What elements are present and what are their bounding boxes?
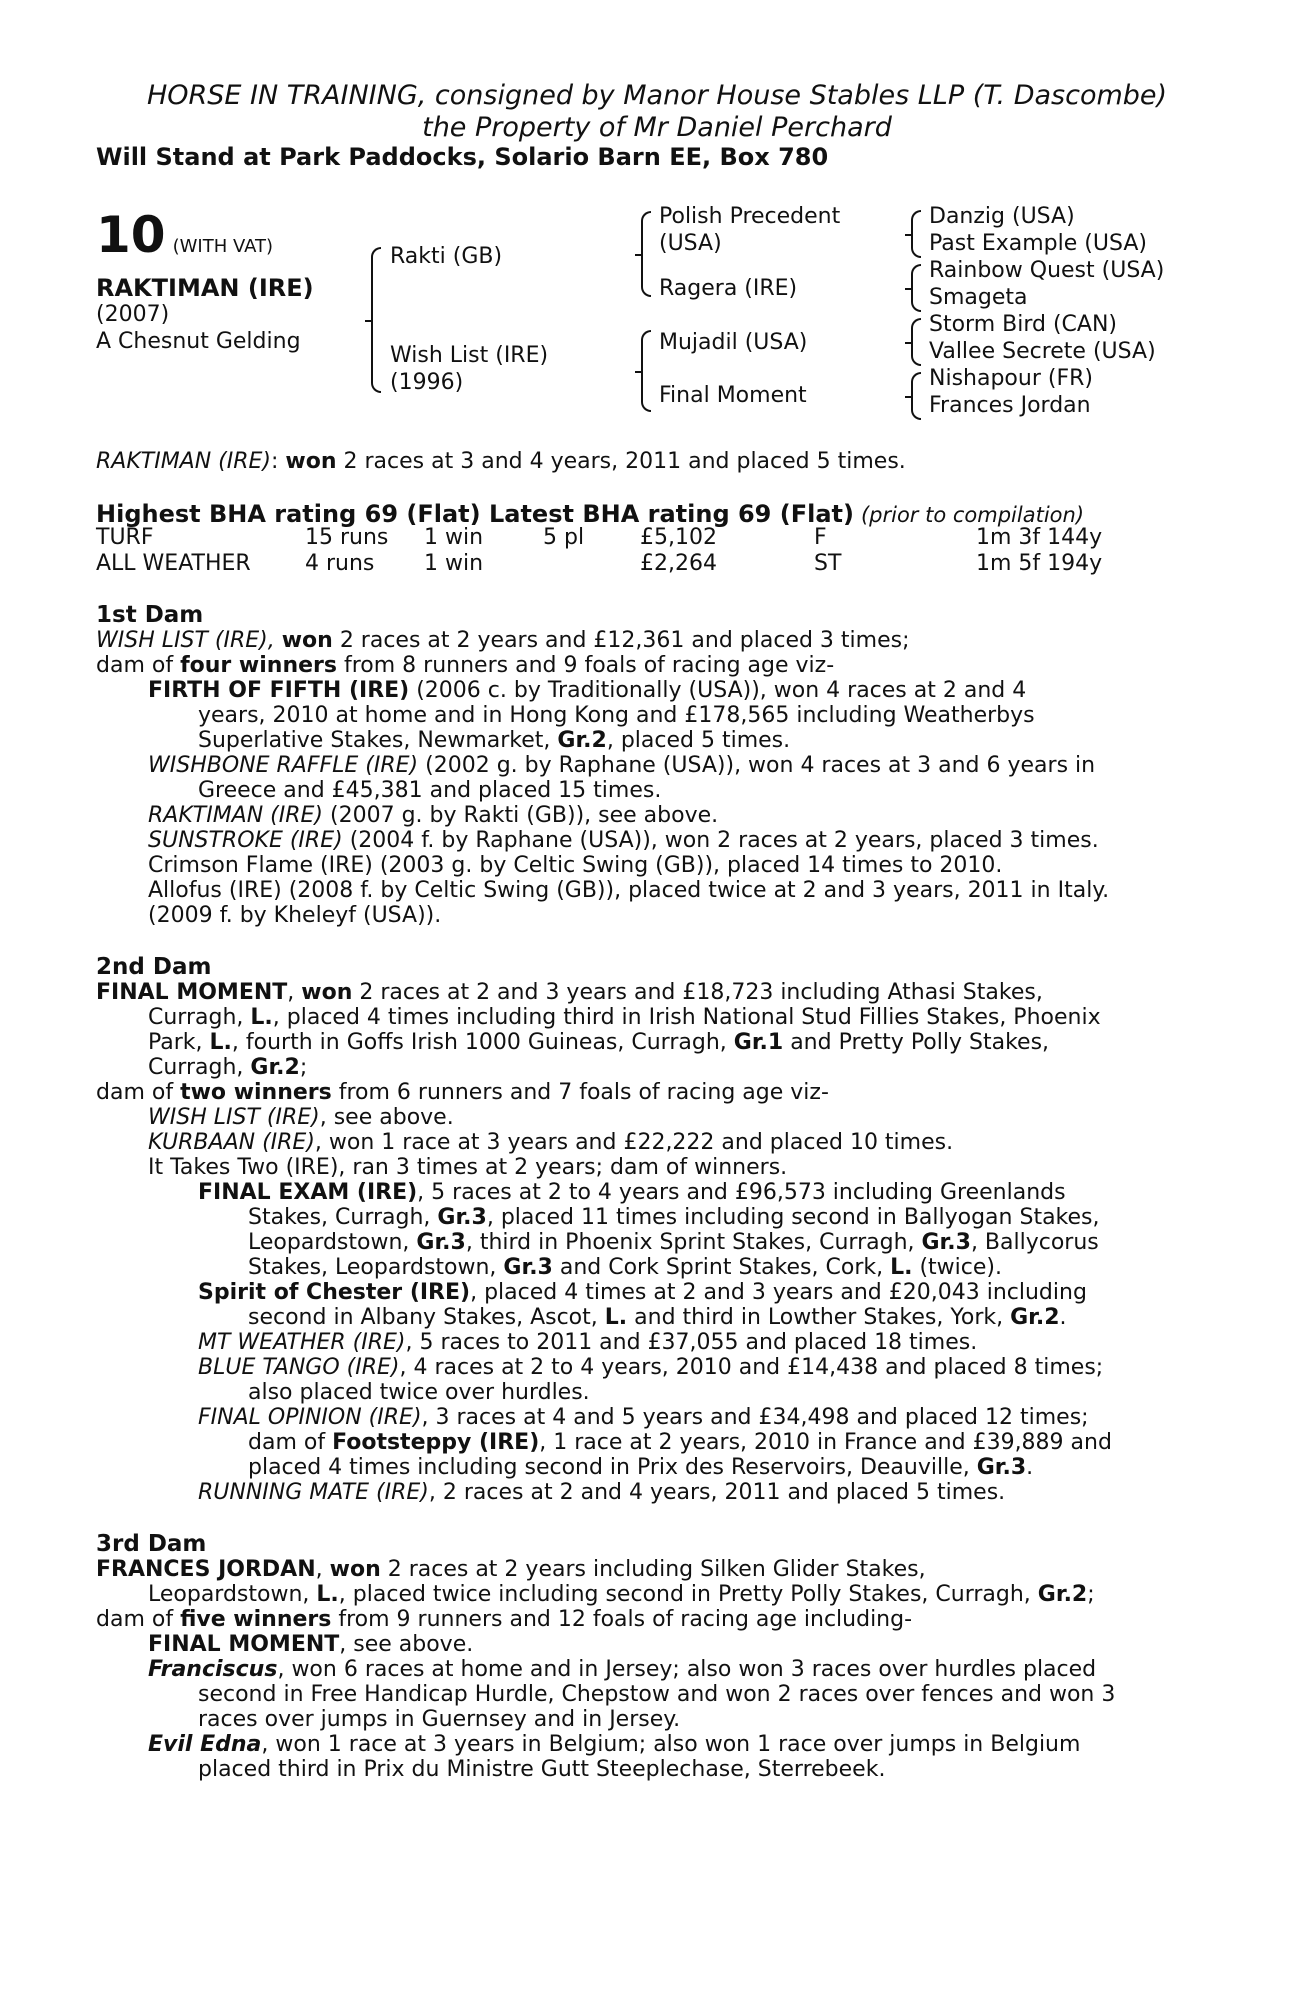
ancestor-g3: Frances Jordan — [929, 393, 1091, 418]
grandsire-1-country: (USA) — [659, 231, 722, 256]
progeny-final-moment: FINAL MOMENT, see above. — [148, 1632, 474, 1657]
progeny-line: Leopardstown, Gr.3, third in Phoenix Sprint Stakes, Curragh, Gr.3, Ballycorus — [248, 1230, 1099, 1255]
summary-won: won — [285, 449, 337, 474]
second-dam-heading: 2nd Dam — [96, 954, 212, 980]
progeny-line: placed third in Prix du Ministre Gutt Steeplechase, Sterrebeek. — [198, 1757, 886, 1782]
progeny-sunstroke: SUNSTROKE (IRE) (2004 f. by Raphane (USA)), won 2 races at 2 years, placed 3 times. — [148, 828, 1099, 853]
ancestor-g3: Rainbow Quest (USA) — [929, 258, 1165, 283]
record-aw-prize: £2,264 — [640, 551, 717, 576]
progeny-line: Stakes, Curragh, Gr.3, placed 11 times including second in Ballyogan Stakes, — [248, 1205, 1100, 1230]
progeny-evil-edna: Evil Edna, won 1 race at 3 years in Belgium; also won 1 race over jumps in Belgium — [148, 1732, 1081, 1757]
horse-description: A Chesnut Gelding — [96, 329, 301, 354]
progeny-line: dam of Footsteppy (IRE), 1 race at 2 years, 2010 in France and £39,889 and — [248, 1430, 1112, 1455]
record-aw-wins: 1 win — [424, 551, 484, 576]
progeny-line: Greece and £45,381 and placed 15 times. — [198, 778, 662, 803]
progeny-2009-filly: (2009 f. by Kheleyf (USA)). — [148, 903, 442, 928]
granddam-2: Final Moment — [659, 383, 807, 408]
record-aw-distance: 1m 5f 194y — [976, 551, 1103, 576]
record-aw-going: ST — [814, 551, 842, 576]
rating-line — [96, 500, 1084, 528]
third-dam-produce: dam of five winners from 9 runners and 12 foals of racing age including- — [96, 1607, 913, 1632]
progeny-firth-of-fifth: FIRTH OF FIFTH (IRE) (2006 c. by Traditionally (USA)), won 4 races at 2 and 4 — [148, 678, 1027, 703]
record-turf-surface: TURF — [96, 525, 154, 550]
dam-name: Wish List (IRE) — [390, 343, 549, 368]
header-location: Will Stand at Park Paddocks, Solario Barn EE, Box 780 — [96, 143, 829, 171]
third-dam-heading: 3rd Dam — [96, 1531, 207, 1557]
g3-brace-2 — [911, 264, 921, 312]
progeny-allofus: Allofus (IRE) (2008 f. by Celtic Swing (GB)), placed twice at 2 and 3 years, 2011 in Italy. — [148, 878, 1110, 903]
record-turf-going: F — [814, 525, 827, 550]
progeny-line: years, 2010 at home and in Hong Kong and £178,565 including Weatherbys — [198, 703, 1035, 728]
progeny-line: Superlative Stakes, Newmarket, Gr.2, placed 5 times. — [198, 728, 791, 753]
record-aw-runs: 4 runs — [305, 551, 375, 576]
progeny-wishbone-raffle: WISHBONE RAFFLE (IRE) (2002 g. by Raphane (USA)), won 4 races at 3 and 6 years in — [148, 753, 1096, 778]
progeny-crimson-flame: Crimson Flame (IRE) (2003 g. by Celtic Swing (GB)), placed 14 times to 2010. — [148, 853, 1003, 878]
second-dam-line: FINAL MOMENT, won 2 races at 2 and 3 years and £18,723 including Athasi Stakes, — [96, 980, 1043, 1005]
granddam-1: Ragera (IRE) — [659, 276, 798, 301]
grandprogeny-final-opinion: FINAL OPINION (IRE), 3 races at 4 and 5 years and £34,498 and placed 12 times; — [198, 1405, 1089, 1430]
record-turf-prize: £5,102 — [640, 525, 717, 550]
vat-note: (WITH VAT) — [172, 236, 274, 257]
grandsire-2: Mujadil (USA) — [659, 330, 808, 355]
first-dam-heading: 1st Dam — [96, 602, 204, 628]
record-turf-runs: 15 runs — [305, 525, 389, 550]
record-turf-distance: 1m 3f 144y — [976, 525, 1103, 550]
progeny-raktiman: RAKTIMAN (IRE) (2007 g. by Rakti (GB)), see above. — [148, 803, 719, 828]
race-summary: RAKTIMAN (IRE): won 2 races at 3 and 4 years, 2011 and placed 5 times. — [96, 449, 906, 474]
second-dam-line: Curragh, Gr.2; — [148, 1055, 308, 1080]
g3-brace-1 — [911, 210, 921, 258]
grandprogeny-mt-weather: MT WEATHER (IRE), 5 races to 2011 and £37,055 and placed 18 times. — [198, 1330, 978, 1355]
ancestor-g3: Storm Bird (CAN) — [929, 312, 1117, 337]
rating-note: (prior to compilation) — [860, 503, 1085, 527]
horse-year: (2007) — [96, 302, 170, 327]
ancestor-g3: Vallee Secrete (USA) — [929, 339, 1156, 364]
progeny-line: Stakes, Leopardstown, Gr.3 and Cork Sprint Stakes, Cork, L. (twice). — [248, 1255, 1002, 1280]
progeny-kurbaan: KURBAAN (IRE), won 1 race at 3 years and £22,222 and placed 10 times. — [148, 1130, 954, 1155]
second-dam-line: Curragh, L., placed 4 times including third in Irish National Stud Fillies Stakes, Phoenix — [148, 1005, 1101, 1030]
g3-brace-3 — [911, 318, 921, 366]
ancestor-g3: Past Example (USA) — [929, 231, 1147, 256]
progeny-line: second in Free Handicap Hurdle, Chepstow and won 2 races over fences and won 3 — [198, 1682, 1116, 1707]
sire-name: Rakti (GB) — [390, 244, 503, 269]
progeny-line: placed 4 times including second in Prix des Reservoirs, Deauville, Gr.3. — [248, 1455, 1034, 1480]
lot-number: 10 — [96, 206, 166, 264]
ancestor-g3: Danzig (USA) — [929, 204, 1075, 229]
second-dam-produce: dam of two winners from 6 runners and 7 foals of racing age viz- — [96, 1080, 829, 1105]
sire-line-brace — [641, 211, 651, 297]
dam-line-brace — [641, 330, 651, 412]
first-dam-line: WISH LIST (IRE), won 2 races at 2 years and £12,361 and placed 3 times; — [96, 628, 910, 653]
horse-name: RAKTIMAN (IRE) — [96, 274, 314, 302]
grandprogeny-running-mate: RUNNING MATE (IRE), 2 races at 2 and 4 years, 2011 and placed 5 times. — [198, 1480, 1006, 1505]
progeny-line: also placed twice over hurdles. — [248, 1380, 590, 1405]
first-dam-produce: dam of four winners from 8 runners and 9 foals of racing age viz- — [96, 653, 835, 678]
ancestor-g3: Nishapour (FR) — [929, 366, 1093, 391]
summary-name: RAKTIMAN (IRE) — [96, 449, 272, 474]
grandprogeny-final-exam: FINAL EXAM (IRE), 5 races at 2 to 4 years and £96,573 including Greenlands — [198, 1180, 1066, 1205]
g3-brace-4 — [911, 372, 921, 420]
dam-year: (1996) — [390, 370, 464, 395]
progeny-it-takes-two: It Takes Two (IRE), ran 3 times at 2 years; dam of winners. — [148, 1155, 788, 1180]
grandprogeny-blue-tango: BLUE TANGO (IRE), 4 races at 2 to 4 years, 2010 and £14,438 and placed 8 times; — [198, 1355, 1104, 1380]
lot-block — [96, 206, 273, 264]
grandprogeny-spirit-of-chester: Spirit of Chester (IRE), placed 4 times at 2 and 3 years and £20,043 including — [198, 1280, 1087, 1305]
progeny-line: races over jumps in Guernsey and in Jersey. — [198, 1707, 681, 1732]
progeny-franciscus: Franciscus, won 6 races at home and in Jersey; also won 3 races over hurdles placed — [148, 1657, 1097, 1682]
progeny-line: second in Albany Stakes, Ascot, L. and third in Lowther Stakes, York, Gr.2. — [248, 1305, 1067, 1330]
rating-text: Highest BHA rating 69 (Flat) Latest BHA rating 69 (Flat) — [96, 500, 854, 528]
grandsire-1: Polish Precedent — [659, 204, 841, 229]
summary-text: 2 races at 3 and 4 years, 2011 and placed 5 times. — [336, 449, 906, 474]
record-turf-wins: 1 win — [424, 525, 484, 550]
ancestor-g3: Smageta — [929, 285, 1028, 310]
record-turf-placed: 5 pl — [543, 525, 585, 550]
third-dam-line: Leopardstown, L., placed twice including second in Pretty Polly Stakes, Curragh, Gr.2; — [148, 1582, 1095, 1607]
header-title: HORSE IN TRAINING, consigned by Manor House Stables LLP (T. Dascombe) — [146, 80, 1168, 111]
header-owner: the Property of Mr Daniel Perchard — [422, 112, 892, 143]
third-dam-line: FRANCES JORDAN, won 2 races at 2 years including Silken Glider Stakes, — [96, 1557, 926, 1582]
record-aw-surface: ALL WEATHER — [96, 551, 251, 576]
sire-dam-brace — [371, 247, 381, 393]
second-dam-line: Park, L., fourth in Goffs Irish 1000 Guineas, Curragh, Gr.1 and Pretty Polly Stakes, — [148, 1030, 1050, 1055]
progeny-wish-list: WISH LIST (IRE), see above. — [148, 1105, 454, 1130]
